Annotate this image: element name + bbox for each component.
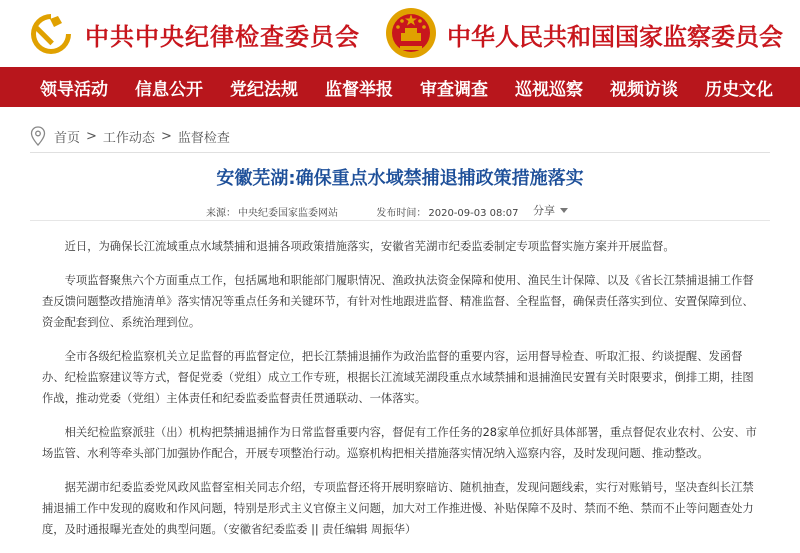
breadcrumb-work-news-link[interactable]: 工作动态	[102, 130, 155, 146]
breadcrumb-separator: >	[86, 128, 97, 144]
breadcrumb-separator: >	[160, 128, 172, 144]
publish-time-label: 发布时间：	[376, 208, 427, 219]
nav-item-leadership[interactable]: 领导活动	[40, 79, 108, 100]
national-emblem-icon	[384, 6, 438, 60]
publish-time-value: 2020-09-03 08:07	[428, 208, 519, 219]
article-meta	[206, 204, 521, 219]
article-title: 安徽芜湖:确保重点水域禁捕退捕政策措施落实	[216, 168, 584, 189]
chevron-down-icon	[560, 208, 568, 213]
breadcrumb-supervision-link[interactable]: 监督检查	[177, 130, 230, 146]
article-paragraph: 专项监督聚焦六个方面重点工作，包括属地和职能部门履职情况、渔政执法资金保障和使用、渔民生计保障、以及《省长江禁捕退捕工作督查反馈问题整改措施清单》落实情况等重点任务和关键环节，有针对性地跟进监督、精准监督、全程监督，确保责任落实到位、安置保障到位、资金配套到位、系统治理到位。	[42, 274, 754, 329]
main-nav	[0, 67, 800, 107]
share-dropdown[interactable]	[533, 202, 568, 218]
nav-item-regulations[interactable]: 党纪法规	[230, 79, 298, 100]
article-body	[42, 236, 758, 553]
party-emblem-icon	[28, 11, 74, 57]
breadcrumb	[30, 126, 230, 146]
nav-item-info-disclosure[interactable]: 信息公开	[135, 79, 203, 100]
nav-item-video[interactable]: 视频访谈	[610, 79, 678, 100]
breadcrumb-home-link[interactable]: 首页	[54, 130, 81, 146]
article-paragraph: 全市各级纪检监察机关立足监督的再监督定位，把长江禁捕退捕作为政治监督的重要内容，运用督导检查、听取汇报、约谈提醒、发函督办、纪检监察建议等方式，督促党委（党组）成立工作专班，根据长江流域芜湖段重点水域禁捕和退捕渔民安置有关时限要求，倒排工期，挂图作战，推动党委（党组）主体责任和纪委监委监督责任贯通联动、一体落实。	[42, 350, 754, 405]
article-paragraph: 近日，为确保长江流域重点水域禁捕和退捕各项政策措施落实，安徽省芜湖市纪委监委制定专项监督实施方案并开展监督。	[64, 240, 675, 253]
nav-item-investigation[interactable]: 审查调查	[420, 79, 488, 100]
source-value: 中央纪委国家监委网站	[238, 208, 338, 219]
cpc-commission-title: 中共中央纪律检查委员会	[85, 22, 360, 51]
nav-item-history[interactable]: 历史文化	[705, 79, 773, 100]
article-paragraph: 相关纪检监察派驻（出）机构把禁捕退捕作为日常监督重要内容，督促有工作任务的28家单位抓好具体部署，重点督促农业农村、公安、市场监管、水利等牵头部门加强协作配合，开展专项整治行动。巡察机构把相关措施落实情况纳入巡察内容，及时发现问题、推动整改。	[42, 426, 757, 460]
nav-item-inspection[interactable]: 巡视巡察	[515, 79, 583, 100]
source-label: 来源：	[206, 208, 236, 219]
nav-item-report[interactable]: 监督举报	[325, 79, 393, 100]
meta-divider	[30, 220, 770, 221]
location-pin-icon	[30, 126, 46, 146]
share-label: 分享	[533, 204, 555, 217]
article-paragraph: 据芜湖市纪委监委党风政风监督室相关同志介绍，专项监督还将开展明察暗访、随机抽查，发现问题线索，实行对账销号，坚决查纠长江禁捕退捕工作中发现的腐败和作风问题，特别是形式主义官僚主义问题，加大对工作推进慢、补贴保障不及时、禁而不绝、禁而不止等问题查处力度，及时通报曝光查处的典型问题。（安徽省纪委监委 || 责任编辑 周振华）	[42, 481, 754, 536]
site-header	[0, 0, 800, 67]
breadcrumb-divider	[30, 152, 770, 153]
national-commission-title: 中华人民共和国国家监察委员会	[447, 22, 783, 51]
